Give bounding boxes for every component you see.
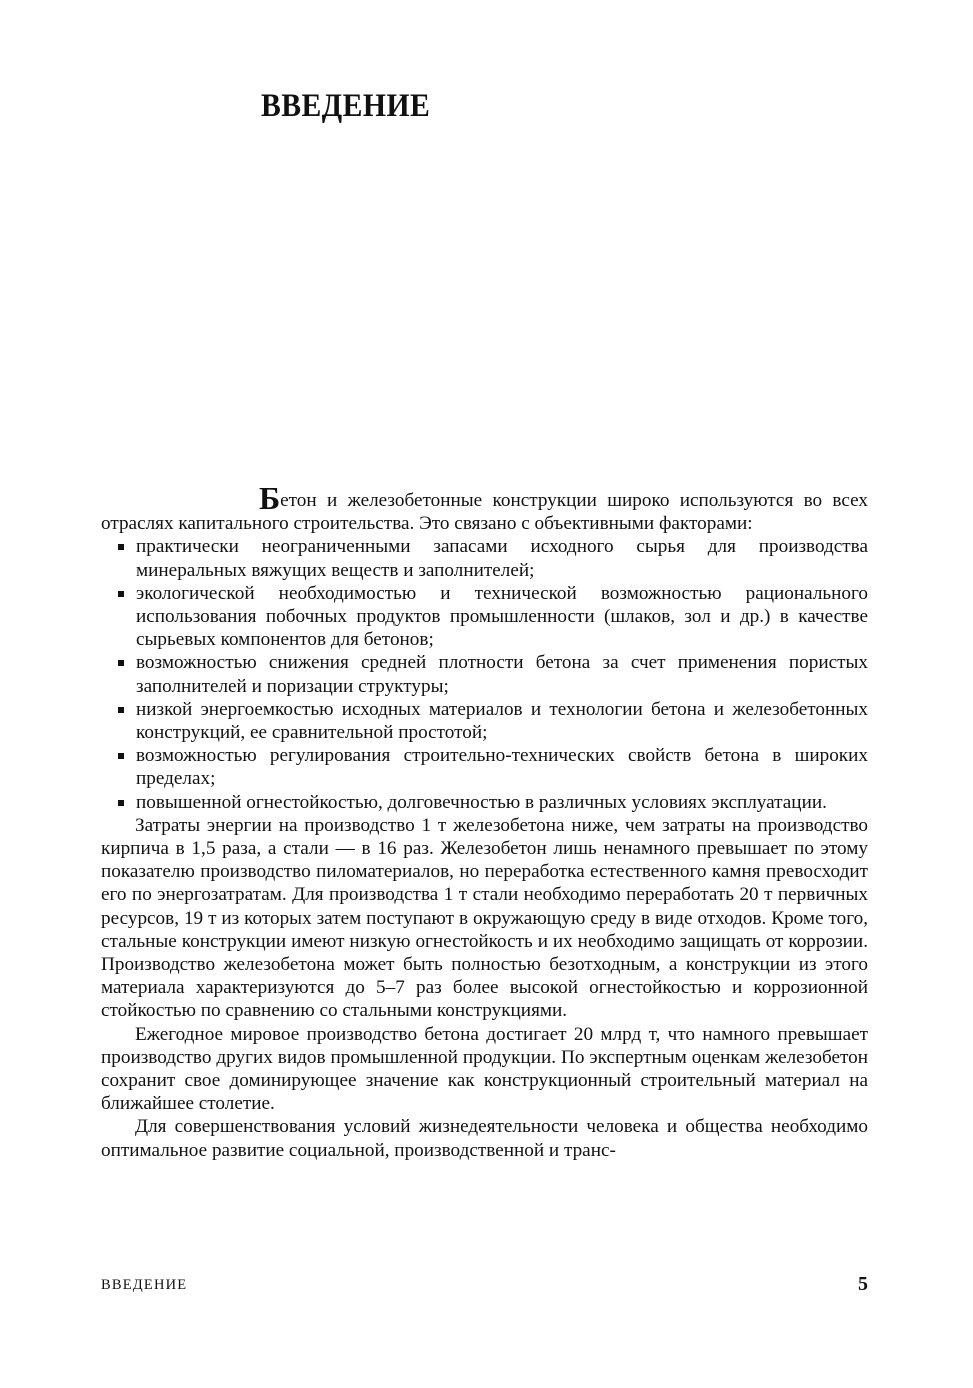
intro-paragraph — [101, 480, 868, 535]
square-bullet-icon — [118, 544, 124, 550]
factor-list — [101, 535, 868, 813]
list-item-text: возможностью снижения средней плотности бетона за счет применения пористых заполнителей и поризации структуры; — [136, 652, 868, 697]
square-bullet-icon — [118, 591, 124, 597]
list-item-text: повышенной огнестойкостью, долговечностью в различных условиях эксплуатации. — [136, 791, 827, 813]
square-bullet-icon — [118, 753, 124, 759]
paragraph-development: Для совершенствования условий жизнедеятельности человека и общества необходимо оптимальное развитие социальной, производственной и транс- — [101, 1116, 868, 1161]
drop-cap: Б — [259, 480, 281, 516]
body-text — [101, 480, 868, 1162]
intro-text: етон и железобетонные конструкции широко используются во всех отраслях капитального строительства. Это связано с объективными факторами: — [101, 490, 868, 535]
list-item — [101, 698, 868, 744]
list-item — [101, 582, 868, 652]
list-item — [101, 791, 868, 814]
paragraph-energy: Затраты энергии на производство 1 т железобетона ниже, чем затраты на производство кирпича в 1,5 раза, а стали — в 16 раз. Железобетон лишь ненамного превышает по этому показателю производство пиломатериалов, но переработка естественного камня превосходит его по энергозатратам. Для производства 1 т стали необходимо переработать 20 т первичных ресурсов, 19 т из которых затем поступают в окружающую среду в виде отходов. Кроме того, стальные конструкции имеют низкую огнестойкость и их необходимо защищать от коррозии. Производство железобетона может быть полностью безотходным, а конструкции из этого материала характеризуются до 5–7 раз более высокой огнестойкостью и коррозионной стойкостью по сравнению со стальными конструкциями. — [101, 814, 868, 1022]
list-item — [101, 744, 868, 790]
square-bullet-icon — [118, 660, 124, 666]
square-bullet-icon — [118, 707, 124, 713]
list-item-text: экологической необходимостью и технической возможностью рационального использования побочных продуктов промышленности (шлаков, зол и др.) в качестве сырьевых компонентов для бетонов; — [136, 582, 868, 651]
page-number: 5 — [858, 1273, 868, 1295]
list-item — [101, 651, 868, 697]
square-bullet-icon — [118, 800, 124, 806]
list-item — [101, 535, 868, 581]
running-footer-title: ВВЕДЕНИЕ — [101, 1277, 188, 1293]
list-item-text: низкой энергоемкостью исходных материалов и технологии бетона и железобетонных конструкций, ее сравнительной простотой; — [136, 698, 868, 744]
list-item-text: возможностью регулирования строительно-технических свойств бетона в широких пределах; — [136, 745, 868, 790]
paragraph-production: Ежегодное мировое производство бетона достигает 20 млрд т, что намного превышает производство других видов промышленной продукции. По экспертным оценкам железобетон сохранит свое доминирующее значение как конструкционный строительный материал на ближайшее столетие. — [101, 1023, 868, 1115]
list-item-text: практически неограниченными запасами исходного сырья для производства минеральных вяжущих веществ и заполнителей; — [136, 536, 868, 581]
page-title: ВВЕДЕНИЕ — [261, 88, 431, 124]
